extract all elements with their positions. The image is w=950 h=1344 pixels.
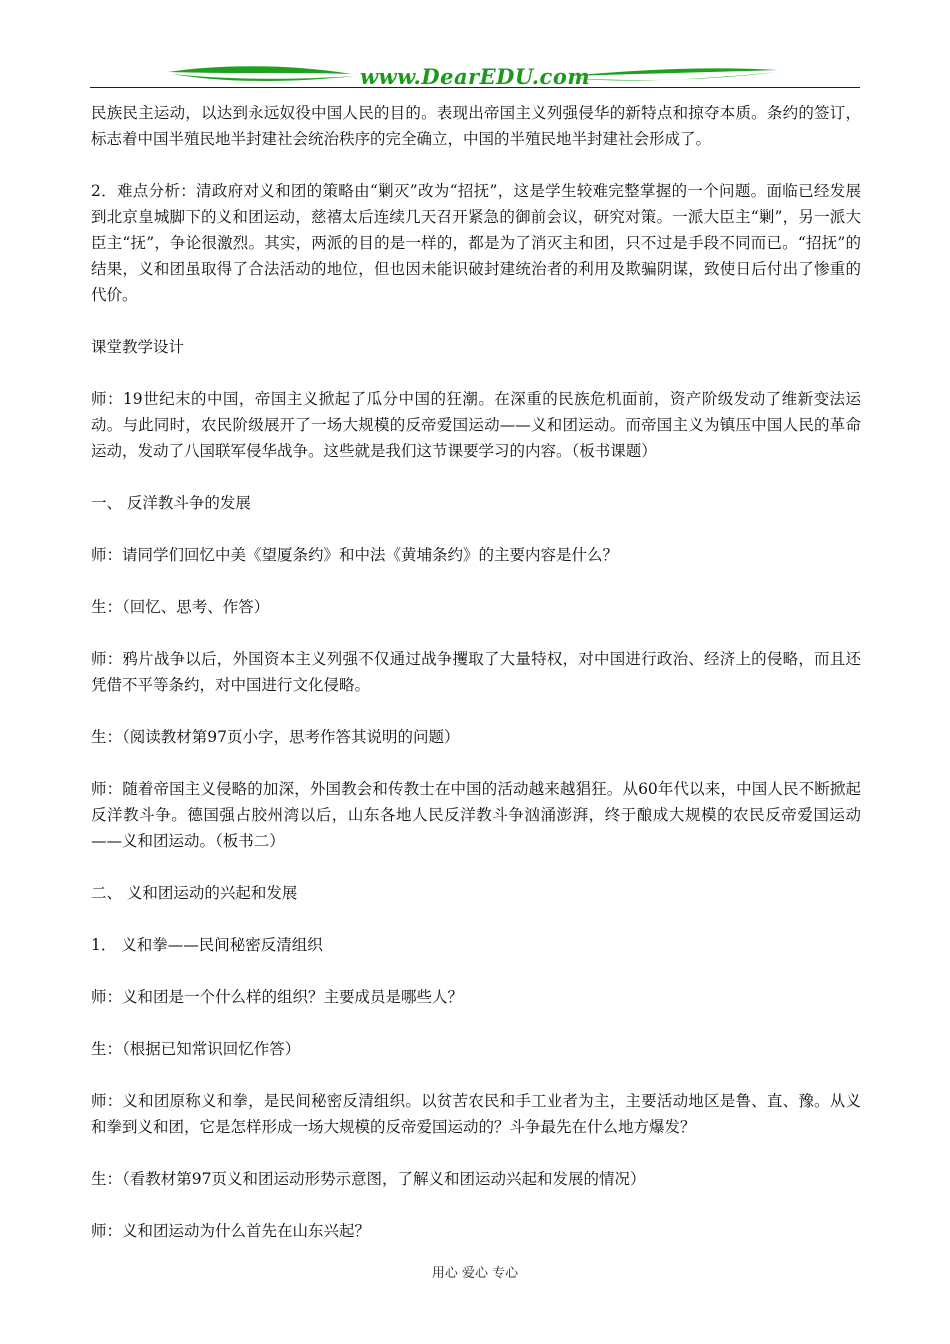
paragraph: 生：（根据已知常识回忆作答） <box>91 1040 301 1058</box>
paragraph: 师：19世纪末的中国，帝国主义掀起了瓜分中国的狂潮。在深重的民族危机面前，资产阶级发动了维新变法运动。与此同时，农民阶级展开了一场大规模的反帝爱国运动——义和团运动。而帝国主义为镇压中国人民的革命运动，发动了八国联军侵华战争。这些就是我们这节课要学习的内容。（板书课题） <box>91 390 861 460</box>
subsection-heading: 1． 义和拳——民间秘密反清组织 <box>91 936 323 954</box>
paragraph: 生：（回忆、思考、作答） <box>91 598 270 616</box>
section-heading: 二、 义和团运动的兴起和发展 <box>91 884 298 902</box>
paragraph: 2．难点分析：清政府对义和团的策略由“剿灭”改为“招抚”，这是学生较难完整掌握的一个问题。面临已经发展到北京皇城脚下的义和团运动，慈禧太后连续几天召开紧急的御前会议，研究对策。一派大臣主“剿”，另一派大臣主“抚”，争论很激烈。其实，两派的目的是一样的，都是为了消灭主和团，只不过是手段不同而已。“招抚”的结果，义和团虽取得了合法活动的地位，但也因未能识破封建统治者的利用及欺骗阴谋，致使日后付出了惨重的代价。 <box>91 182 861 304</box>
paragraph: 师：义和团是一个什么样的组织？主要成员是哪些人？ <box>91 988 464 1006</box>
paragraph: 师：请同学们回忆中美《望厦条约》和中法《黄埔条约》的主要内容是什么？ <box>91 546 619 564</box>
paragraph: 师：义和团运动为什么首先在山东兴起？ <box>91 1222 371 1240</box>
paragraph: 生：（阅读教材第97页小字，思考作答其说明的问题） <box>91 728 460 746</box>
section-heading: 课堂教学设计 <box>91 338 185 356</box>
site-header <box>90 60 860 90</box>
document-body <box>91 100 861 1270</box>
paragraph: 师：义和团原称义和拳，是民间秘密反清组织。以贫苦农民和手工业者为主，主要活动地区是鲁、直、豫。从义和拳到义和团，它是怎样形成一场大规模的反帝爱国运动的？斗争最先在什么地方爆发？ <box>91 1092 861 1136</box>
section-heading: 一、 反洋教斗争的发展 <box>91 494 251 512</box>
page-footer: 用心 爱心 专心 <box>431 1266 519 1281</box>
site-title: www.DearEDU.com <box>359 64 591 89</box>
paragraph: 民族民主运动，以达到永远奴役中国人民的目的。表现出帝国主义列强侵华的新特点和掠夺本质。条约的签订，标志着中国半殖民地半封建社会统治秩序的完全确立，中国的半殖民地半封建社会形成了。 <box>91 104 861 148</box>
paragraph: 生：（看教材第97页义和团运动形势示意图，了解义和团运动兴起和发展的情况） <box>91 1170 646 1188</box>
header-rule <box>90 87 860 88</box>
paragraph: 师：随着帝国主义侵略的加深，外国教会和传教士在中国的活动越来越猖狂。从60年代以来，中国人民不断掀起反洋教斗争。德国强占胶州湾以后，山东各地人民反洋教斗争汹涌澎湃，终于酿成大规模的农民反帝爱国运动——义和团运动。（板书二） <box>91 780 861 850</box>
paragraph: 师：鸦片战争以后，外国资本主义列强不仅通过战争攫取了大量特权，对中国进行政治、经济上的侵略，而且还凭借不平等条约，对中国进行文化侵略。 <box>91 650 861 694</box>
